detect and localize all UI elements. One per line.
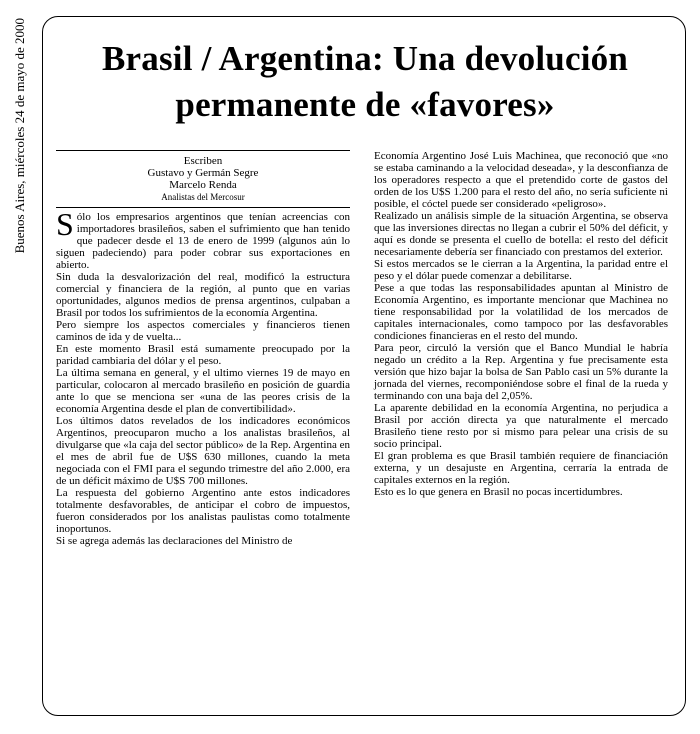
paragraph-right-1: Economía Argentino José Luis Machinea, que reconoció que «no se estaba caminando a la velocidad deseada», y la desconfianza de los operadores respecto a que el pretendido corte de gastos del orden de los U$S 1.200 para el resto del año, no sería suficiente ni posible, el cóctel puede ser considerado «peligroso». bbox=[374, 150, 668, 210]
byline-line-2: Gustavo y Germán Segre bbox=[147, 167, 259, 179]
paragraph-left-2: Sin duda la desvalorización del real, modificó la estructura comercial y financiera de la región, al punto que en varias oportunidades, algunos medios de prensa argentinos, culpaban a Brasil por todos los sufrimientos de la economía Argentina. bbox=[56, 271, 350, 319]
paragraph-left-1 bbox=[56, 206, 350, 271]
byline bbox=[56, 150, 350, 207]
side-date-label bbox=[6, 18, 30, 308]
title-line-1: Brasil / Argentina: Una devolución bbox=[101, 39, 628, 78]
byline-line-1: Escriben bbox=[183, 155, 223, 167]
side-date-text: Buenos Aires, miércoles 24 de mayo de 2000 bbox=[12, 18, 27, 254]
paragraph-left-4: En este momento Brasil está sumamente preocupado por la paridad cambiaria del dólar y el peso. bbox=[56, 343, 350, 367]
paragraph-left-8: Si se agrega además las declaraciones del Ministro de bbox=[56, 535, 293, 547]
byline-divider bbox=[56, 207, 350, 208]
paragraph-left-6: Los últimos datos revelados de los indicadores económicos Argentinos, preocuparon mucho a los analistas brasileños, al divulgarse que «la caja del sector público» de la Rep. Argentina en el mes de abril fue de U$S 630 millones, cuando la meta negociada con el FMI para el segundo trimestre del año 2.000, era de un déficit máximo de U$S 700 millones. bbox=[56, 415, 350, 487]
paragraph-left-3: Pero siempre los aspectos comerciales y financieros tienen caminos de ida y de vuelta... bbox=[56, 319, 350, 343]
title-line-2: permanente de «favores» bbox=[175, 85, 555, 124]
paragraph-right-3: Si estos mercados se le cierran a la Argentina, la paridad entre el peso y el dólar puede comenzar a debilitarse. bbox=[374, 258, 668, 282]
paragraph-right-2: Realizado un análisis simple de la situación Argentina, se observa que las inversiones directas no llegan a cubrir el 50% del déficit, y aquí es donde se presenta el cuello de botella: el resto del déficit necesariamente debería ser financiado con prestamos del exterior. bbox=[374, 210, 668, 258]
column-left bbox=[56, 150, 350, 547]
paragraph-right-4: Pese a que todas las responsabilidades apuntan al Ministro de Economía Argentino, es importante mencionar que Machinea no tiene responsabilidad por la volatilidad de los mercados de capitales internacionales, como tampoco por las desfavorables condiciones financieras en el resto del mundo. bbox=[374, 282, 668, 342]
paragraph-right-6: La aparente debilidad en la economía Argentina, no perjudica a Brasil por acción directa ya que naturalmente el mercado Brasileño tiene resto por si mismo para pelear una crisis de su socio principal. bbox=[374, 402, 668, 450]
byline-line-3: Marcelo Renda bbox=[169, 179, 237, 191]
paragraph-right-7: El gran problema es que Brasil también requiere de financiación externa, y un desajuste en Argentina, cerraría la entrada de capitales externos en la región. bbox=[374, 450, 668, 486]
paragraph-right-8: Esto es lo que genera en Brasil no pocas incertidumbres. bbox=[374, 486, 623, 498]
article-title bbox=[50, 36, 680, 128]
byline-line-4: Analistas del Mercosur bbox=[161, 192, 245, 202]
paragraph-left-1-text: ólo los empresarios argentinos que tenían acreencias con importadores brasileños, saben el sufrimiento que han tenido que padecer desde el 13 de enero de 1999 (algunos aún lo siguen padeciendo) para poder cobrar sus exportaciones en abierto. bbox=[56, 211, 350, 271]
column-right bbox=[374, 150, 668, 498]
paragraph-left-5: La última semana en general, y el ultimo viernes 19 de mayo en particular, colocaron al mercado brasileño en posición de guardia ante lo que se menciona ser «una de las peores crisis de la economía Argentina desde el plan de convertibilidad». bbox=[56, 367, 350, 415]
paragraph-right-5: Para peor, circuló la versión que el Banco Mundial le habría negado un crédito a la Rep. Argentina y fue precisamente esta versión que hizo bajar la bolsa de San Pablo casi un 5% durante la jornada del viernes, recomponiéndose sobre el final de la rueda y terminando con una baja del 2,05%. bbox=[374, 342, 668, 402]
drop-cap: S bbox=[56, 206, 74, 242]
paragraph-left-7: La respuesta del gobierno Argentino ante estos indicadores totalmente desfavorables, de anticipar el cobro de impuestos, fueron considerados por los analistas paulistas como totalmente inoportunos. bbox=[56, 487, 350, 535]
